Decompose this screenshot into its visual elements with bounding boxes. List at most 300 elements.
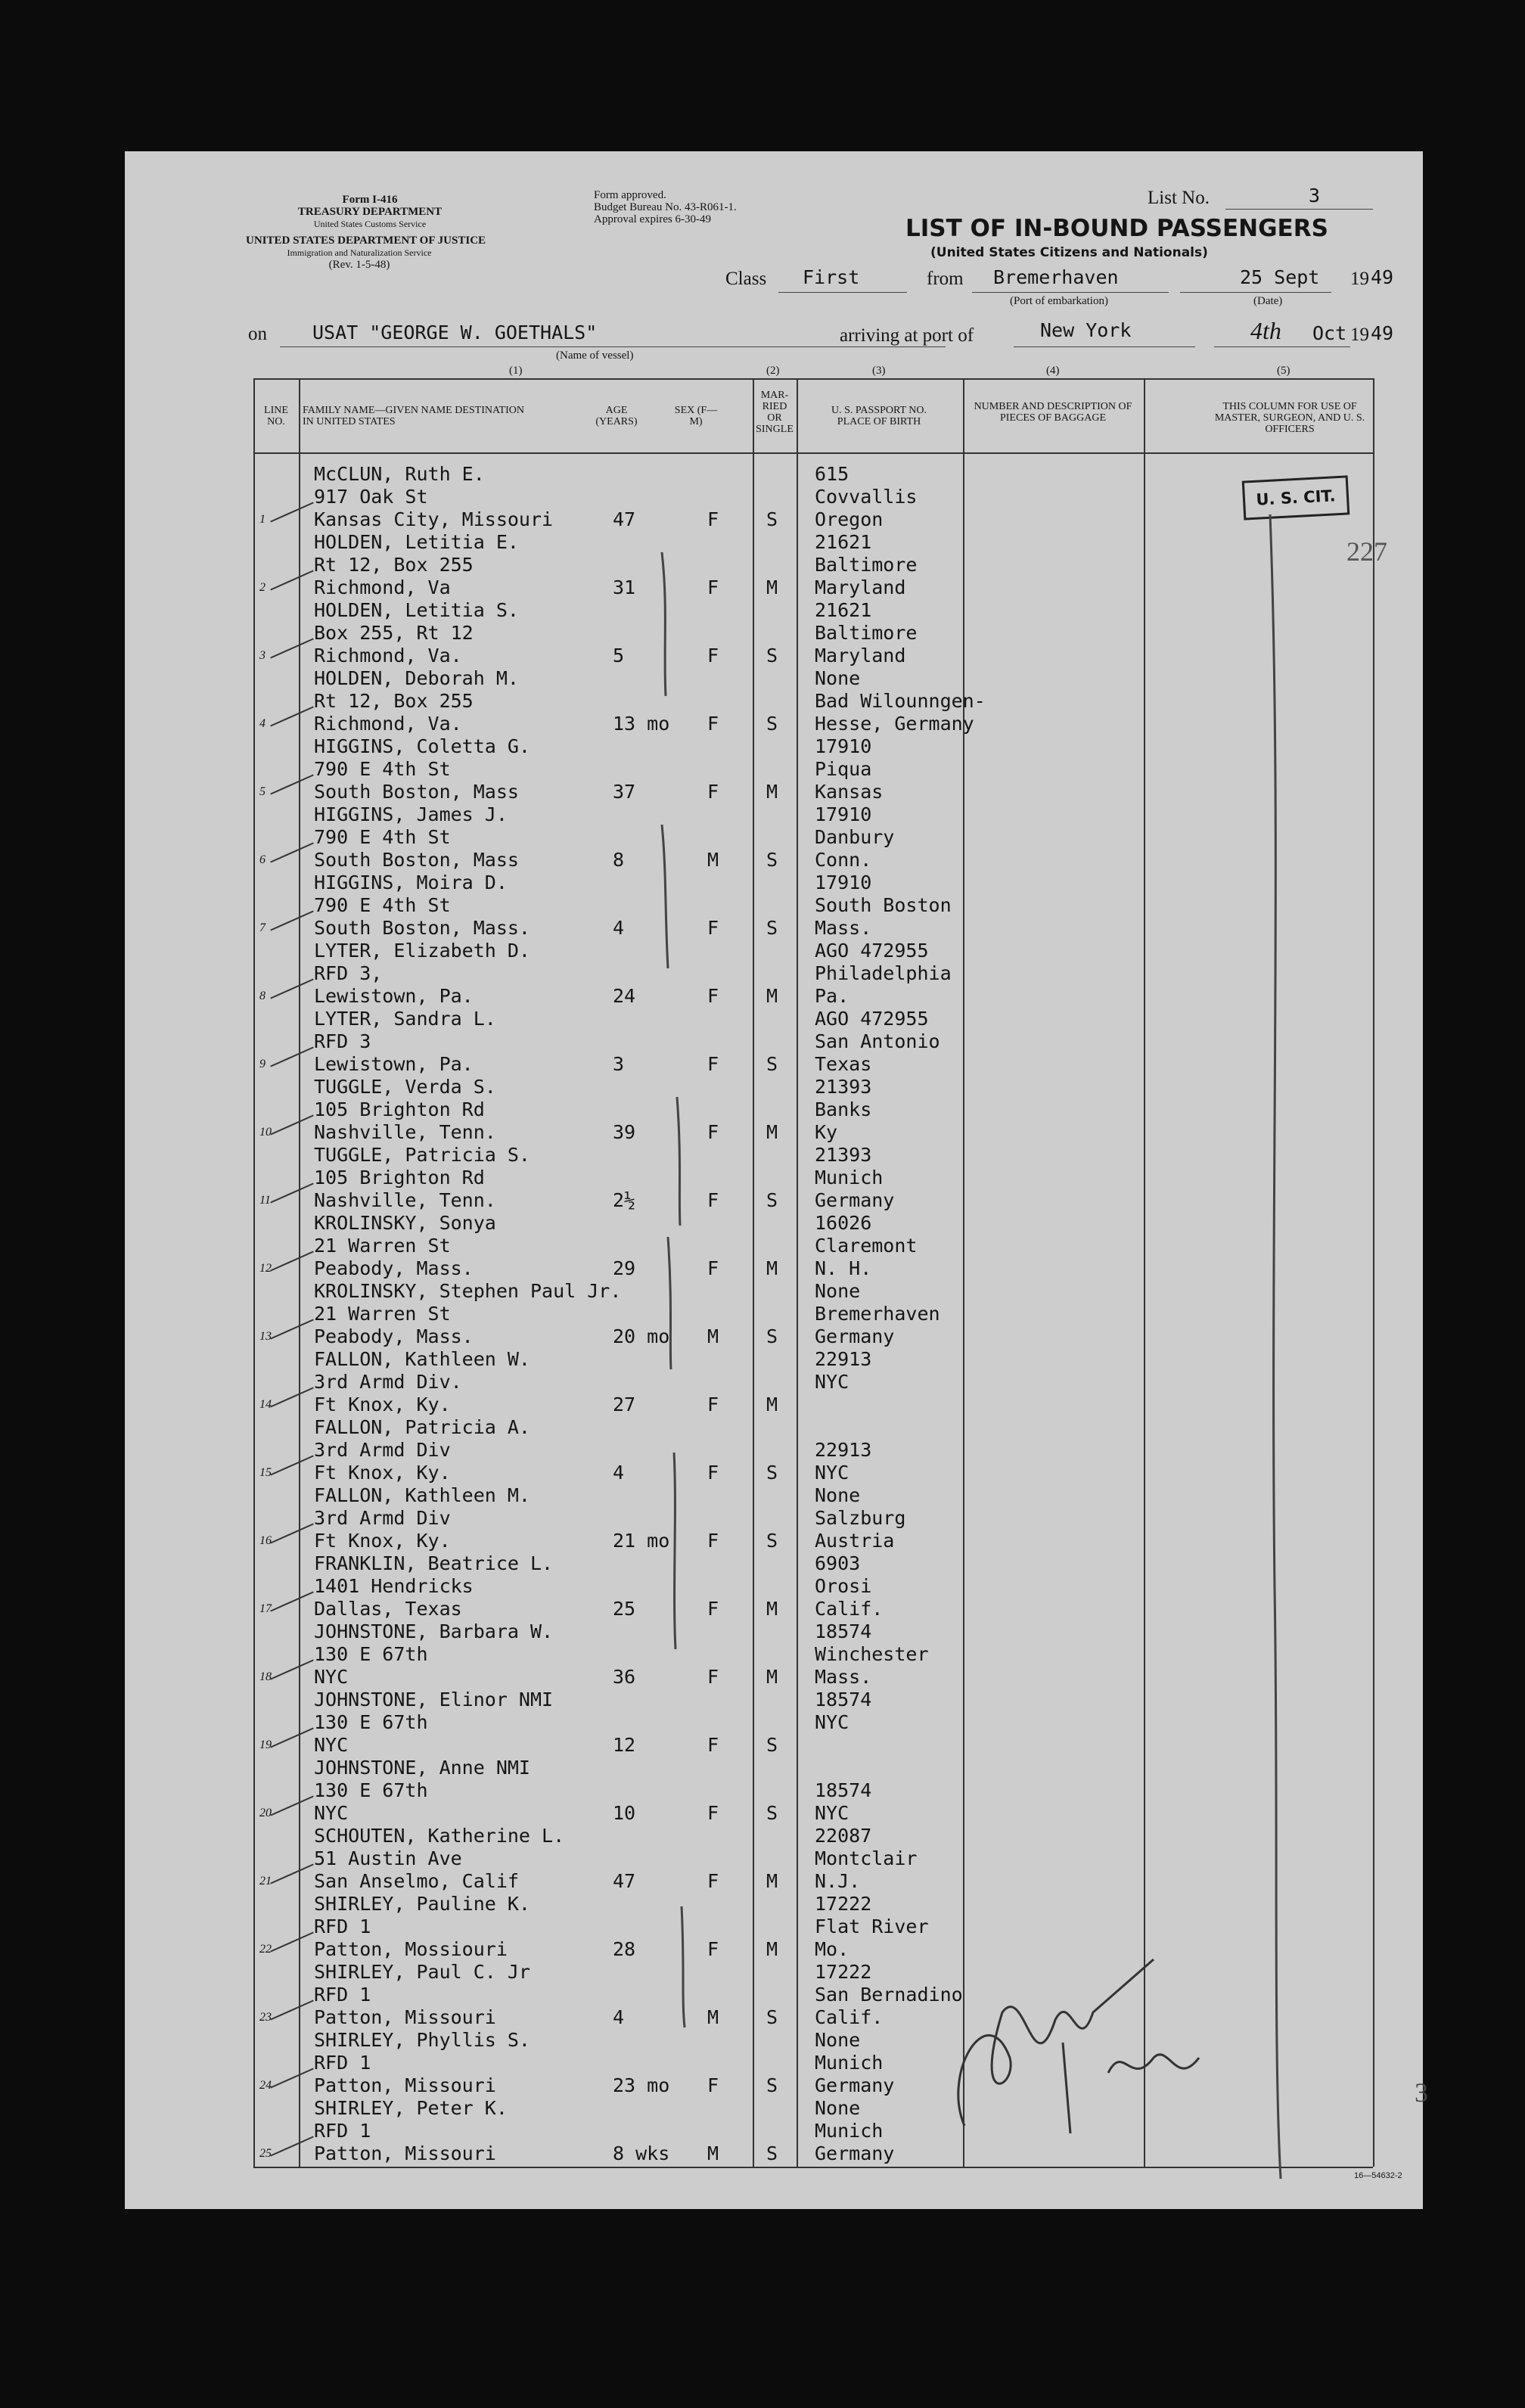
- sex-value: F: [707, 713, 719, 735]
- header-passport: U. S. PASSPORT NO. PLACE OF BIRTH: [831, 405, 927, 427]
- sex-value: F: [707, 645, 719, 666]
- passenger-name: McCLUN, Ruth E.: [314, 463, 485, 485]
- budget-label: Budget Bureau No. 43-R061-1.: [594, 201, 737, 213]
- sex-value: F: [707, 1053, 719, 1075]
- line-number: 24: [259, 2079, 272, 2092]
- passenger-name: KROLINSKY, Sonya: [314, 1212, 496, 1234]
- address-line-1: 130 E 67th: [314, 1643, 428, 1665]
- age-value: 12: [613, 1734, 636, 1756]
- birth-place-region: NYC: [815, 1802, 849, 1824]
- birth-place-city: South Boston: [815, 894, 952, 916]
- customs-label: United States Customs Service: [313, 219, 427, 229]
- passport-number: 17910: [815, 803, 872, 825]
- birth-place-city: Salzburg: [815, 1507, 906, 1529]
- sex-value: F: [707, 2074, 719, 2096]
- marital-status: S: [766, 1802, 778, 1824]
- passenger-name: SHIRLEY, Paul C. Jr: [314, 1961, 530, 1983]
- passport-number: 17222: [815, 1893, 872, 1915]
- address-line-2: South Boston, Mass: [314, 781, 519, 803]
- address-line-2: Richmond, Va: [314, 576, 451, 598]
- marital-status: S: [766, 849, 778, 871]
- check-stroke: [662, 825, 668, 968]
- birth-place-city: 18574: [815, 1779, 872, 1801]
- sex-value: F: [707, 1189, 719, 1211]
- check-stroke: [674, 1453, 676, 1649]
- line-number: 20: [259, 1807, 272, 1819]
- check-stroke: [682, 1906, 685, 2027]
- birth-place-region: Germany: [815, 1325, 895, 1347]
- sex-value: M: [707, 849, 719, 871]
- address-line-2: Ft Knox, Ky.: [314, 1394, 451, 1415]
- col-number-5: (5): [1277, 365, 1291, 377]
- marital-status: M: [766, 1666, 778, 1688]
- address-line-2: Patton, Missouri: [314, 2006, 496, 2028]
- age-value: 25: [613, 1598, 636, 1620]
- passenger-name: HIGGINS, James J.: [314, 803, 508, 825]
- passport-number: None: [815, 667, 861, 689]
- birth-place-region: Maryland: [815, 576, 906, 598]
- address-line-2: Dallas, Texas: [314, 1598, 462, 1620]
- marital-status: S: [766, 2006, 778, 2028]
- address-line-1: 790 E 4th St: [314, 826, 451, 848]
- address-line-2: NYC: [314, 1802, 349, 1824]
- year-1: 49: [1371, 266, 1394, 288]
- birth-place-city: Flat River: [815, 1916, 929, 1937]
- header-married: MAR-RIED OR SINGLE: [756, 390, 794, 435]
- passenger-name: FRANKLIN, Beatrice L.: [314, 1552, 554, 1574]
- age-value: 36: [613, 1666, 636, 1688]
- line-number: 21: [259, 1875, 272, 1888]
- address-line-1: RFD 1: [314, 2120, 371, 2142]
- marital-status: M: [766, 1598, 778, 1620]
- age-value: 47: [613, 508, 636, 530]
- check-stroke: [677, 1097, 680, 1226]
- age-value: 20 mo: [613, 1325, 670, 1347]
- list-title: LIST OF IN-BOUND PASSENGERS: [905, 215, 1328, 242]
- birth-place-city: Winchester: [815, 1643, 929, 1665]
- birth-place-city: Philadelphia: [815, 962, 952, 984]
- marital-status: S: [766, 1462, 778, 1484]
- line-number: 5: [259, 785, 266, 798]
- sex-value: F: [707, 1598, 719, 1620]
- passport-number: 16026: [815, 1212, 872, 1234]
- age-value: 8: [613, 849, 625, 871]
- header-age: AGE (YEARS): [595, 405, 638, 427]
- marital-status: M: [766, 985, 778, 1007]
- manifest-sheet: [125, 151, 1428, 2209]
- line-number: 16: [259, 1534, 272, 1547]
- birth-place-region: Germany: [815, 1189, 895, 1211]
- address-line-2: NYC: [314, 1734, 349, 1756]
- line-number: 1: [259, 513, 266, 526]
- address-line-1: 105 Brighton Rd: [314, 1098, 485, 1120]
- address-line-1: 51 Austin Ave: [314, 1847, 462, 1869]
- passenger-name: JOHNSTONE, Anne NMI: [314, 1757, 530, 1779]
- sex-value: M: [707, 2006, 719, 2028]
- passenger-name: SCHOUTEN, Katherine L.: [314, 1825, 565, 1847]
- us-citizen-stamp: U. S. CIT.: [1242, 475, 1350, 520]
- passenger-name: SHIRLEY, Pauline K.: [314, 1893, 530, 1915]
- vessel-caption: (Name of vessel): [556, 350, 634, 362]
- header-sex: SEX (F—M): [674, 405, 718, 427]
- footer-code: 16—54632-2: [1354, 2171, 1402, 2180]
- address-line-1: 21 Warren St: [314, 1235, 451, 1257]
- header-name: FAMILY NAME—GIVEN NAME DESTINATION IN UNITED STATES: [303, 405, 524, 427]
- age-value: 21 mo: [613, 1530, 670, 1552]
- birth-place-region: Maryland: [815, 645, 906, 666]
- age-value: 31: [613, 576, 636, 598]
- address-line-1: 3rd Armd Div.: [314, 1371, 462, 1393]
- passenger-name: HOLDEN, Letitia E.: [314, 531, 519, 553]
- passenger-name: FALLON, Kathleen W.: [314, 1348, 530, 1370]
- list-no-label: List No.: [1148, 188, 1210, 208]
- margin-mark: 3: [1415, 2077, 1428, 2108]
- age-value: 24: [613, 985, 636, 1007]
- sex-value: F: [707, 1530, 719, 1552]
- sex-value: F: [707, 1394, 719, 1415]
- address-line-1: RFD 1: [314, 1984, 371, 2006]
- birth-place-region: Mo.: [815, 1938, 849, 1960]
- address-line-1: 105 Brighton Rd: [314, 1167, 485, 1188]
- address-line-2: Nashville, Tenn.: [314, 1189, 496, 1211]
- sex-value: F: [707, 917, 719, 939]
- passport-number: AGO 472955: [815, 940, 929, 962]
- address-line-2: Peabody, Mass.: [314, 1325, 474, 1347]
- address-line-1: Rt 12, Box 255: [314, 690, 474, 712]
- birth-place-city: Covvallis: [815, 486, 918, 508]
- arrival-month: Oct: [1312, 322, 1347, 344]
- birth-place-city: Bremerhaven: [815, 1303, 940, 1325]
- address-line-2: Lewistown, Pa.: [314, 1053, 474, 1075]
- header-line-no: LINE NO.: [264, 405, 288, 427]
- line-number: 2: [259, 581, 266, 594]
- sex-value: F: [707, 1938, 719, 1960]
- address-line-1: 21 Warren St: [314, 1303, 451, 1325]
- sex-value: F: [707, 1734, 719, 1756]
- birth-place-city: San Antonio: [815, 1030, 940, 1052]
- line-number: 11: [259, 1194, 271, 1207]
- year-prefix-2: 19: [1350, 325, 1369, 345]
- line-number: 15: [259, 1466, 272, 1479]
- sex-value: F: [707, 1462, 719, 1484]
- age-value: 27: [613, 1394, 636, 1415]
- line-number: 25: [259, 2147, 272, 2160]
- address-line-2: Kansas City, Missouri: [314, 508, 554, 530]
- age-value: 23 mo: [613, 2074, 670, 2096]
- marital-status: M: [766, 1257, 778, 1279]
- age-value: 10: [613, 1802, 636, 1824]
- year-prefix-1: 19: [1350, 269, 1369, 289]
- passport-number: None: [815, 1484, 861, 1506]
- address-line-1: RFD 1: [314, 2052, 371, 2074]
- address-line-2: Richmond, Va.: [314, 713, 462, 735]
- address-line-1: 917 Oak St: [314, 486, 428, 508]
- sex-value: M: [707, 2142, 719, 2164]
- handwritten-marks: [125, 151, 1423, 2209]
- approval-label: Form approved.: [594, 189, 666, 201]
- sex-value: F: [707, 1121, 719, 1143]
- col-number-2: (2): [766, 365, 780, 377]
- line-number: 7: [259, 921, 266, 934]
- birth-place-city: NYC: [815, 1371, 849, 1393]
- check-stroke: [662, 552, 666, 696]
- marital-status: S: [766, 1053, 778, 1075]
- birth-place-city: Baltimore: [815, 622, 918, 644]
- justice-label: UNITED STATES DEPARTMENT OF JUSTICE: [246, 235, 486, 247]
- passport-number: 22087: [815, 1825, 872, 1847]
- passenger-name: FALLON, Kathleen M.: [314, 1484, 530, 1506]
- inspector-signature: [958, 1959, 1199, 2133]
- line-number: 14: [259, 1398, 272, 1411]
- marital-status: M: [766, 1394, 778, 1415]
- line-number: 17: [259, 1602, 272, 1615]
- passenger-name: KROLINSKY, Stephen Paul Jr.: [314, 1280, 622, 1302]
- check-stroke: [668, 1237, 671, 1369]
- address-line-2: Patton, Missouri: [314, 2142, 496, 2164]
- marital-status: S: [766, 1530, 778, 1552]
- line-number: 23: [259, 2011, 272, 2024]
- address-line-1: 3rd Armd Div: [314, 1507, 451, 1529]
- address-line-1: 3rd Armd Div: [314, 1439, 451, 1461]
- birth-place-city: Munich: [815, 2052, 884, 2074]
- address-line-1: RFD 1: [314, 1916, 371, 1937]
- sex-value: F: [707, 781, 719, 803]
- birth-place-city: 22913: [815, 1439, 872, 1461]
- sex-value: M: [707, 1325, 719, 1347]
- address-line-2: Peabody, Mass.: [314, 1257, 474, 1279]
- form-number: Form I-416: [342, 194, 398, 206]
- age-value: 4: [613, 2006, 625, 2028]
- line-number: 19: [259, 1738, 272, 1751]
- sex-value: F: [707, 1257, 719, 1279]
- age-value: 5: [613, 645, 625, 666]
- sex-value: F: [707, 1666, 719, 1688]
- address-line-1: 790 E 4th St: [314, 758, 451, 780]
- passport-number: 21393: [815, 1076, 872, 1098]
- address-line-1: RFD 3: [314, 1030, 371, 1052]
- passport-number: 17910: [815, 735, 872, 757]
- birth-place-city: Munich: [815, 1167, 884, 1188]
- birth-place-city: Banks: [815, 1098, 872, 1120]
- passport-number: None: [815, 2097, 861, 2119]
- sex-value: F: [707, 985, 719, 1007]
- line-number: 18: [259, 1670, 272, 1683]
- age-value: 39: [613, 1121, 636, 1143]
- sex-value: F: [707, 1802, 719, 1824]
- expires-label: Approval expires 6-30-49: [594, 213, 711, 225]
- birth-place-region: Ky: [815, 1121, 838, 1143]
- birth-place-region: Calif.: [815, 1598, 884, 1620]
- passport-number: 6903: [815, 1552, 861, 1574]
- birth-place-city: Montclair: [815, 1847, 918, 1869]
- header-officers: THIS COLUMN FOR USE OF MASTER, SURGEON, AND U. S. OFFICERS: [1214, 401, 1365, 435]
- line-number: 8: [259, 990, 266, 1002]
- passenger-name: TUGGLE, Verda S.: [314, 1076, 496, 1098]
- marital-status: S: [766, 645, 778, 666]
- line-number: 6: [259, 853, 266, 866]
- birth-place-city: Danbury: [815, 826, 895, 848]
- passport-number: 21621: [815, 599, 872, 621]
- birth-place-region: Kansas: [815, 781, 884, 803]
- marital-status: M: [766, 576, 778, 598]
- sex-value: F: [707, 576, 719, 598]
- col-number-4: (4): [1046, 365, 1060, 377]
- age-value: 8 wks: [613, 2142, 670, 2164]
- birth-place-region: Calif.: [815, 2006, 884, 2028]
- passport-number: None: [815, 2029, 861, 2051]
- address-line-2: San Anselmo, Calif: [314, 1870, 519, 1892]
- address-line-2: Patton, Missouri: [314, 2074, 496, 2096]
- header-baggage: NUMBER AND DESCRIPTION OF PIECES OF BAGGAGE: [974, 401, 1132, 424]
- age-value: 28: [613, 1938, 636, 1960]
- passport-number: 17910: [815, 872, 872, 893]
- address-line-1: Rt 12, Box 255: [314, 554, 474, 576]
- passenger-name: HOLDEN, Letitia S.: [314, 599, 519, 621]
- passport-number: 18574: [815, 1620, 872, 1642]
- age-value: 2½: [613, 1189, 636, 1211]
- birth-place-region: Conn.: [815, 849, 872, 871]
- birth-place-region: Germany: [815, 2142, 895, 2164]
- marital-status: S: [766, 2142, 778, 2164]
- address-line-1: 1401 Hendricks: [314, 1575, 474, 1597]
- marital-status: S: [766, 713, 778, 735]
- date-caption: (Date): [1253, 295, 1283, 307]
- birth-place-city: Munich: [815, 2120, 884, 2142]
- birth-place-region: Mass.: [815, 917, 872, 939]
- passenger-name: HOLDEN, Deborah M.: [314, 667, 519, 689]
- treasury-label: TREASURY DEPARTMENT: [297, 206, 443, 218]
- address-line-1: RFD 3,: [314, 962, 383, 984]
- marital-status: S: [766, 917, 778, 939]
- count-note: 227: [1346, 536, 1387, 567]
- officer-check-line: [1270, 514, 1281, 2179]
- passenger-name: JOHNSTONE, Barbara W.: [314, 1620, 554, 1642]
- arrival-day: 4th: [1250, 317, 1281, 344]
- birth-place-region: N. H.: [815, 1257, 872, 1279]
- marital-status: S: [766, 1325, 778, 1347]
- passenger-name: LYTER, Elizabeth D.: [314, 940, 530, 962]
- address-line-1: 130 E 67th: [314, 1779, 428, 1801]
- marital-status: S: [766, 1189, 778, 1211]
- passport-number: 21393: [815, 1144, 872, 1166]
- class-value: First: [803, 266, 860, 288]
- address-line-2: Patton, Mossiouri: [314, 1938, 508, 1960]
- passenger-name: TUGGLE, Patricia S.: [314, 1144, 530, 1166]
- address-line-2: South Boston, Mass.: [314, 917, 530, 939]
- from-label: from: [927, 269, 964, 289]
- port-arrival: New York: [1040, 319, 1132, 341]
- passport-number: 22913: [815, 1348, 872, 1370]
- port-embarkation: Bremerhaven: [993, 266, 1119, 288]
- birth-place-city: Bad Wilounngen-: [815, 690, 986, 712]
- marital-status: M: [766, 781, 778, 803]
- age-value: 47: [613, 1870, 636, 1892]
- passport-number: 17222: [815, 1961, 872, 1983]
- address-line-2: Ft Knox, Ky.: [314, 1462, 451, 1484]
- marital-status: S: [766, 1734, 778, 1756]
- address-line-2: South Boston, Mass: [314, 849, 519, 871]
- marital-status: S: [766, 2074, 778, 2096]
- year-2: 49: [1371, 322, 1394, 344]
- sex-value: F: [707, 1870, 719, 1892]
- col-number-1: (1): [509, 365, 523, 377]
- line-number: 3: [259, 649, 266, 662]
- passport-number: None: [815, 1280, 861, 1302]
- col-number-3: (3): [872, 365, 886, 377]
- address-line-2: NYC: [314, 1666, 349, 1688]
- passenger-name: LYTER, Sandra L.: [314, 1008, 496, 1030]
- sex-value: F: [707, 508, 719, 530]
- passenger-name: SHIRLEY, Peter K.: [314, 2097, 508, 2119]
- birth-place-region: Pa.: [815, 985, 849, 1007]
- birth-place-region: Mass.: [815, 1666, 872, 1688]
- address-line-2: Lewistown, Pa.: [314, 985, 474, 1007]
- birth-place-city: NYC: [815, 1711, 849, 1733]
- marital-status: M: [766, 1870, 778, 1892]
- marital-status: M: [766, 1938, 778, 1960]
- passport-number: AGO 472955: [815, 1008, 929, 1030]
- age-value: 4: [613, 1462, 625, 1484]
- age-value: 4: [613, 917, 625, 939]
- birth-place-city: San Bernadino: [815, 1984, 963, 2006]
- line-number: 10: [259, 1126, 272, 1139]
- on-label: on: [248, 324, 267, 344]
- passenger-name: HIGGINS, Coletta G.: [314, 735, 530, 757]
- passport-number: 18574: [815, 1689, 872, 1710]
- age-value: 3: [613, 1053, 625, 1075]
- passport-number: 21621: [815, 531, 872, 553]
- ins-label: Immigration and Naturalization Service: [287, 247, 432, 258]
- line-number: 4: [259, 717, 266, 730]
- address-line-2: Richmond, Va.: [314, 645, 462, 666]
- birth-place-region: N.J.: [815, 1870, 861, 1892]
- age-value: 13 mo: [613, 713, 670, 735]
- line-number: 9: [259, 1058, 266, 1070]
- age-value: 29: [613, 1257, 636, 1279]
- address-line-1: Box 255, Rt 12: [314, 622, 474, 644]
- birth-place-region: Oregon: [815, 508, 884, 530]
- line-number: 13: [259, 1330, 272, 1343]
- line-number: 12: [259, 1262, 272, 1275]
- rev-label: (Rev. 1-5-48): [328, 259, 390, 271]
- birth-place-city: Orosi: [815, 1575, 872, 1597]
- address-line-2: Nashville, Tenn.: [314, 1121, 496, 1143]
- passport-number: 615: [815, 463, 849, 485]
- vessel-name: USAT "GEORGE W. GOETHALS": [312, 322, 598, 343]
- age-value: 37: [613, 781, 636, 803]
- birth-place-region: Austria: [815, 1530, 895, 1552]
- passenger-name: HIGGINS, Moira D.: [314, 872, 508, 893]
- port-caption: (Port of embarkation): [1010, 295, 1108, 307]
- list-subtitle: (United States Citizens and Nationals): [930, 245, 1208, 260]
- birth-place-region: Texas: [815, 1053, 872, 1075]
- date-sailed: 25 Sept: [1240, 266, 1320, 288]
- passenger-name: SHIRLEY, Phyllis S.: [314, 2029, 530, 2051]
- marital-status: S: [766, 508, 778, 530]
- marital-status: M: [766, 1121, 778, 1143]
- birth-place-city: Piqua: [815, 758, 872, 780]
- list-no-value: 3: [1309, 185, 1321, 207]
- address-line-1: 790 E 4th St: [314, 894, 451, 916]
- line-number: 22: [259, 1943, 272, 1956]
- passenger-name: FALLON, Patricia A.: [314, 1416, 530, 1438]
- birth-place-region: Hesse, Germany: [815, 713, 974, 735]
- class-label: Class: [725, 269, 767, 289]
- birth-place-city: Baltimore: [815, 554, 918, 576]
- address-line-2: Ft Knox, Ky.: [314, 1530, 451, 1552]
- address-line-1: 130 E 67th: [314, 1711, 428, 1733]
- passenger-name: JOHNSTONE, Elinor NMI: [314, 1689, 554, 1710]
